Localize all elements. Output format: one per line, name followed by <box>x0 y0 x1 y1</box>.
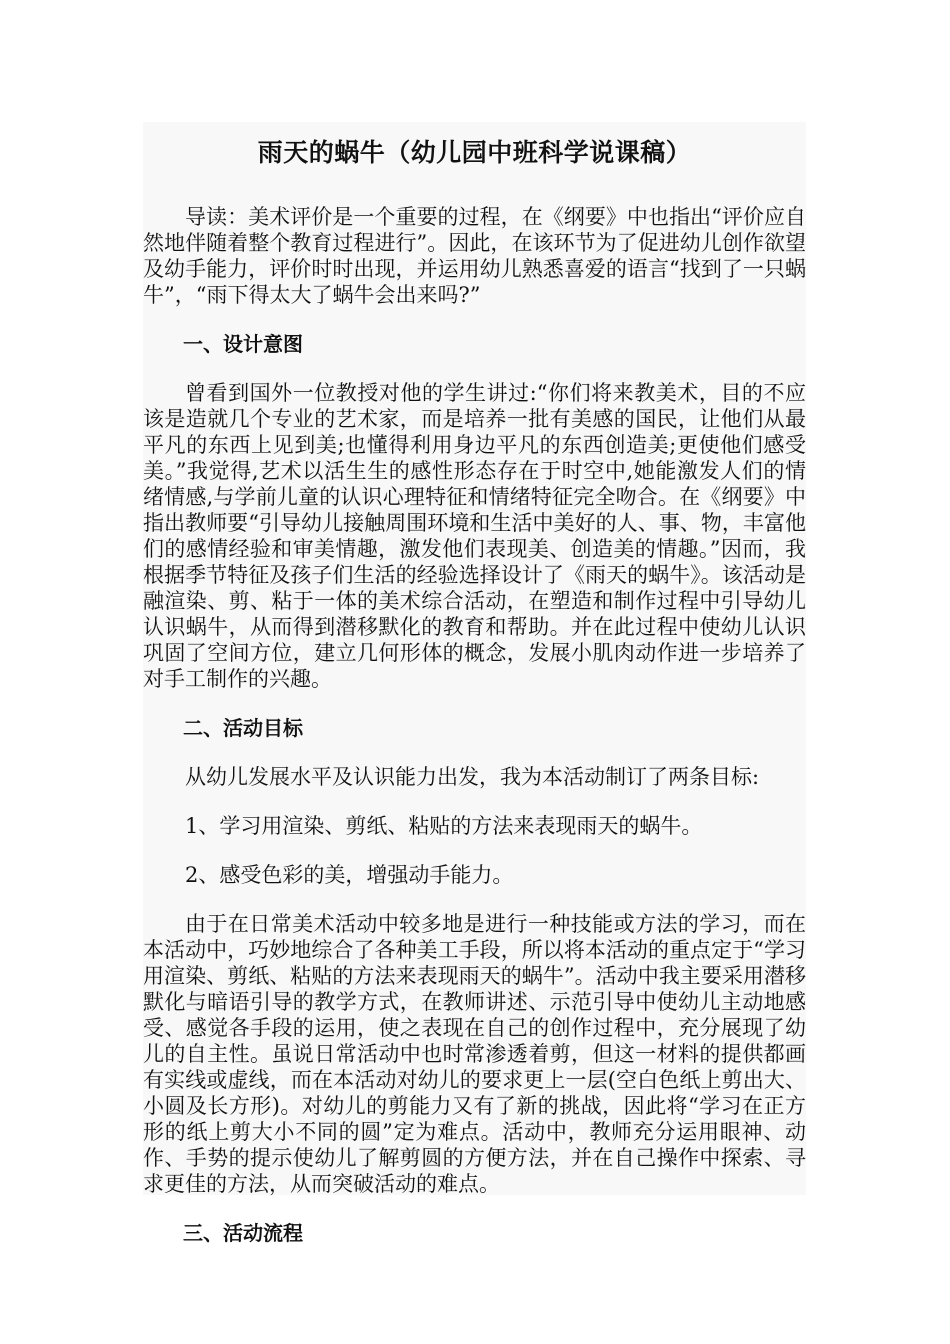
document-body <box>143 170 806 1246</box>
section-heading-activity-goals: 二、活动目标 <box>183 716 303 740</box>
goal-item-1: 1、学习用渲染、剪纸、粘贴的方法来表现雨天的蜗牛。 <box>185 814 703 838</box>
section-heading-activity-flow: 三、活动流程 <box>183 1221 303 1245</box>
goals-lead-paragraph: 从幼儿发展水平及认识能力出发，我为本活动制订了两条目标: <box>185 765 760 789</box>
key-points-paragraph: 由于在日常美术活动中较多地是进行一种技能或方法的学习，而在本活动中，巧妙地综合了各种美工手段，所以将本活动的重点定于“学习用渲染、剪纸、粘贴的方法来表现雨天的蜗牛”。活动中我主要采用潜移默化与暗语引导的教学方式，在教师讲述、示范引导中使幼儿主动地感受、感觉各手段的运用，使之表现在自己的创作过程中，充分展现了幼儿的自主性。虽说日常活动中也时常渗透着剪，但这一材料的提供都画有实线或虚线，而在本活动对幼儿的要求更上一层(空白色纸上剪出大、小圆及长方形)。对幼儿的剪能力又有了新的挑战，因此将“学习在正方形的纸上剪大小不同的圆”定为难点。活动中，教师充分运用眼神、动作、手势的提示使幼儿了解剪圆的方便方法，并在自己操作中探索、寻求更佳的方法，从而突破活动的难点。 <box>143 912 806 1196</box>
section-heading-design-intent: 一、设计意图 <box>183 332 303 356</box>
document-title: 雨天的蜗牛（幼儿园中班科学说课稿） <box>257 138 692 167</box>
document-page <box>143 122 806 1245</box>
goal-item-2: 2、感受色彩的美，增强动手能力。 <box>185 863 514 887</box>
design-intent-paragraph: 曾看到国外一位教授对他的学生讲过:“你们将来教美术，目的不应该是造就几个专业的艺术家，而是培养一批有美感的国民，让他们从最平凡的东西上见到美;也懂得利用身边平凡的东西创造美;更使他们感受美。”我觉得,艺术以活生生的感性形态存在于时空中,她能激发人们的情绪情感,与学前儿童的认识心理特征和情绪特征完全吻合。在《纲要》中指出教师要“引导幼儿接触周围环境和生活中美好的人、事、物，丰富他们的感情经验和审美情趣，激发他们表现美、创造美的情趣。”因而，我根据季节特征及孩子们生活的经验选择设计了《雨天的蜗牛》。该活动是融渲染、剪、粘于一体的美术综合活动，在塑造和制作过程中引导幼儿认识蜗牛，从而得到潜移默化的教育和帮助。并在此过程中使幼儿认识巩固了空间方位，建立几何形体的概念，发展小肌肉动作进一步培养了对手工制作的兴趣。 <box>143 381 806 691</box>
intro-paragraph: 导读：美术评价是一个重要的过程，在《纲要》中也指出“评价应自然地伴随着整个教育过程进行”。因此，在该环节为了促进幼儿创作欲望及幼手能力，评价时时出现，并运用幼儿熟悉喜爱的语言“找到了一只蜗牛”，“雨下得太大了蜗牛会出来吗?” <box>143 205 806 307</box>
